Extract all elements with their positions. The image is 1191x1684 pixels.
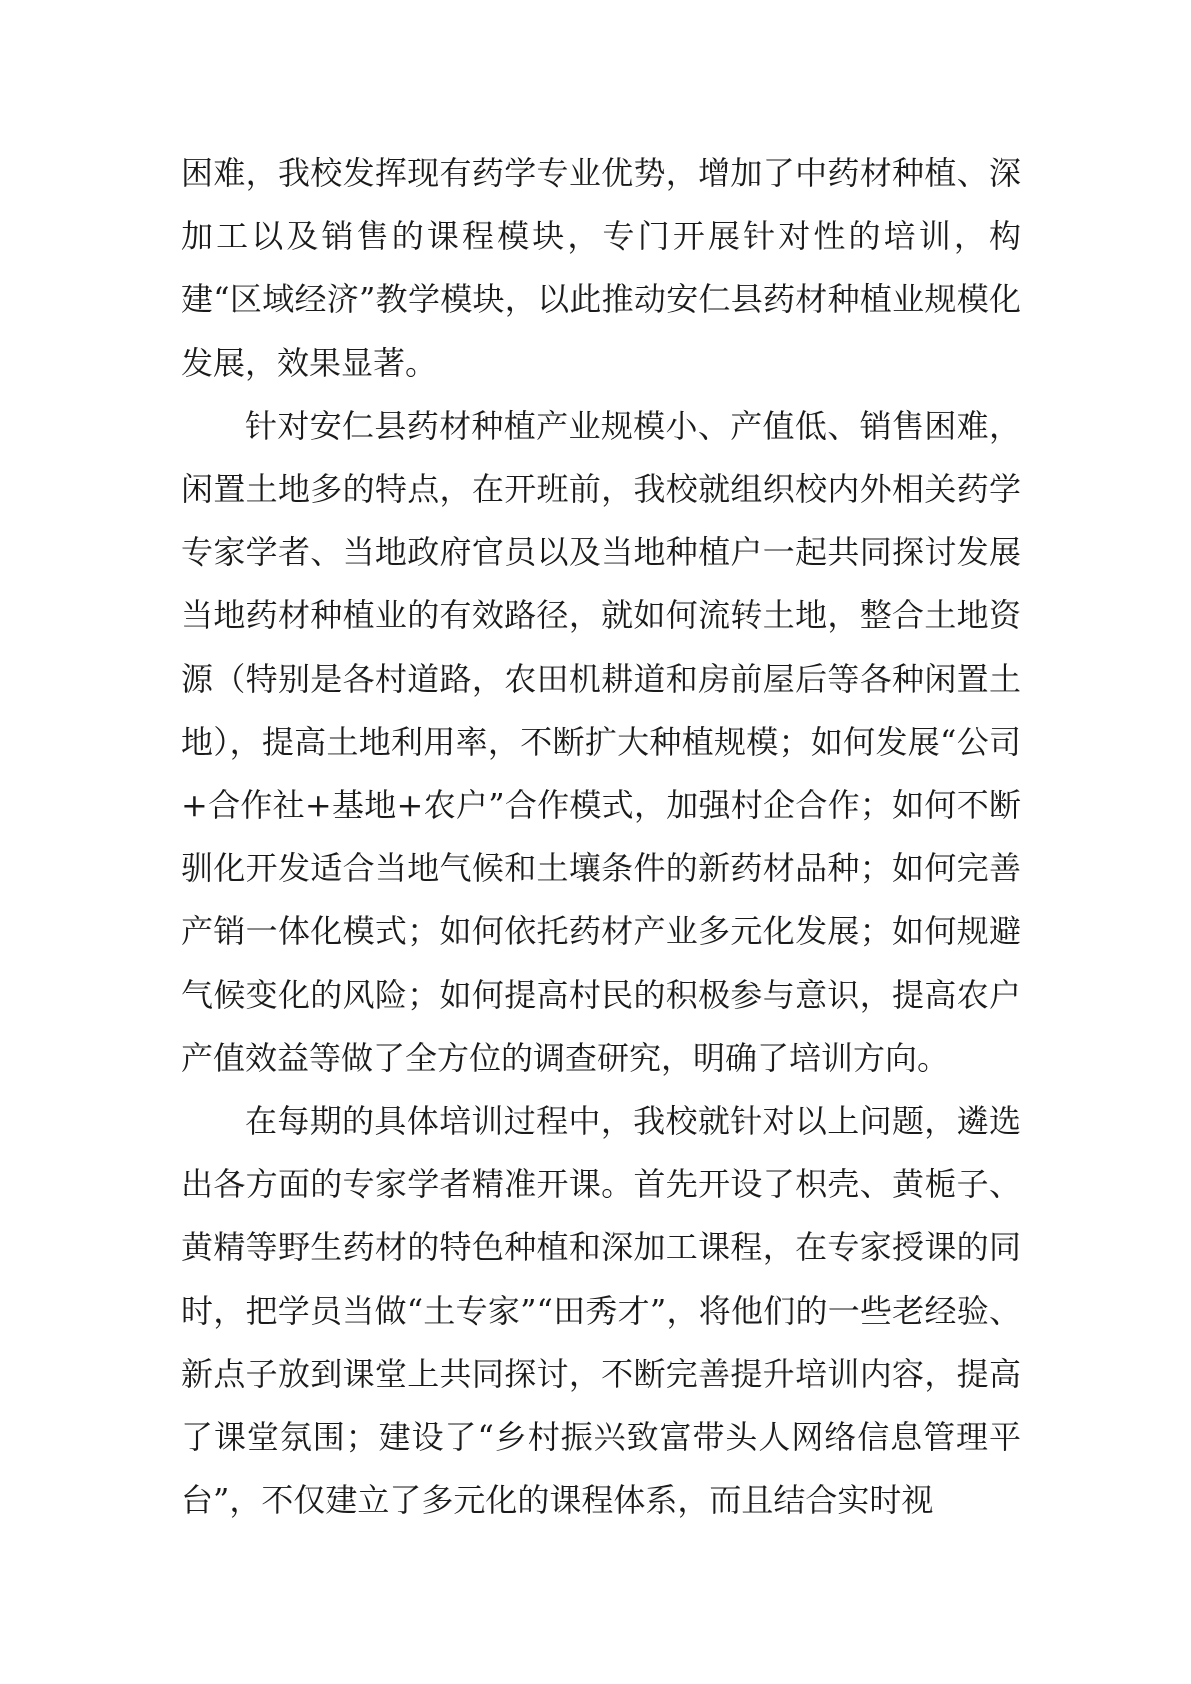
paragraph-1: 困难，我校发挥现有药学专业优势，增加了中药材种植、深加工以及销售的课程模块，专门开展针对性的培训，构建“区域经济”教学模块，以此推动安仁县药材种植业规模化发展，效果显著。 xyxy=(181,154,1021,382)
document-body xyxy=(181,142,1021,1532)
paragraph-2: 针对安仁县药材种植产业规模小、产值低、销售困难，闲置土地多的特点，在开班前，我校就组织校内外相关药学专家学者、当地政府官员以及当地种植户一起共同探讨发展当地药材种植业的有效路径，就如何流转土地，整合土地资源（特别是各村道路，农田机耕道和房前屋后等各种闲置土地），提高土地利用率，不断扩大种植规模；如何发展“公司+合作社+基地+农户”合作模式，加强村企合作；如何不断驯化开发适合当地气候和土壤条件的新药材品种；如何完善产销一体化模式；如何依托药材产业多元化发展；如何规避气候变化的风险；如何提高村民的积极参与意识，提高农户产值效益等做了全方位的调查研究，明确了培训方向。 xyxy=(181,406,1021,1077)
paragraph-3: 在每期的具体培训过程中，我校就针对以上问题，遴选出各方面的专家学者精准开课。首先开设了枳壳、黄栀子、黄精等野生药材的特色种植和深加工课程，在专家授课的同时，把学员当做“土专家”“田秀才”，将他们的一些老经验、新点子放到课堂上共同探讨，不断完善提升培训内容，提高了课堂氛围；建设了“乡村振兴致富带头人网络信息管理平台”，不仅建立了多元化的课程体系，而且结合实时视 xyxy=(181,1102,1021,1520)
